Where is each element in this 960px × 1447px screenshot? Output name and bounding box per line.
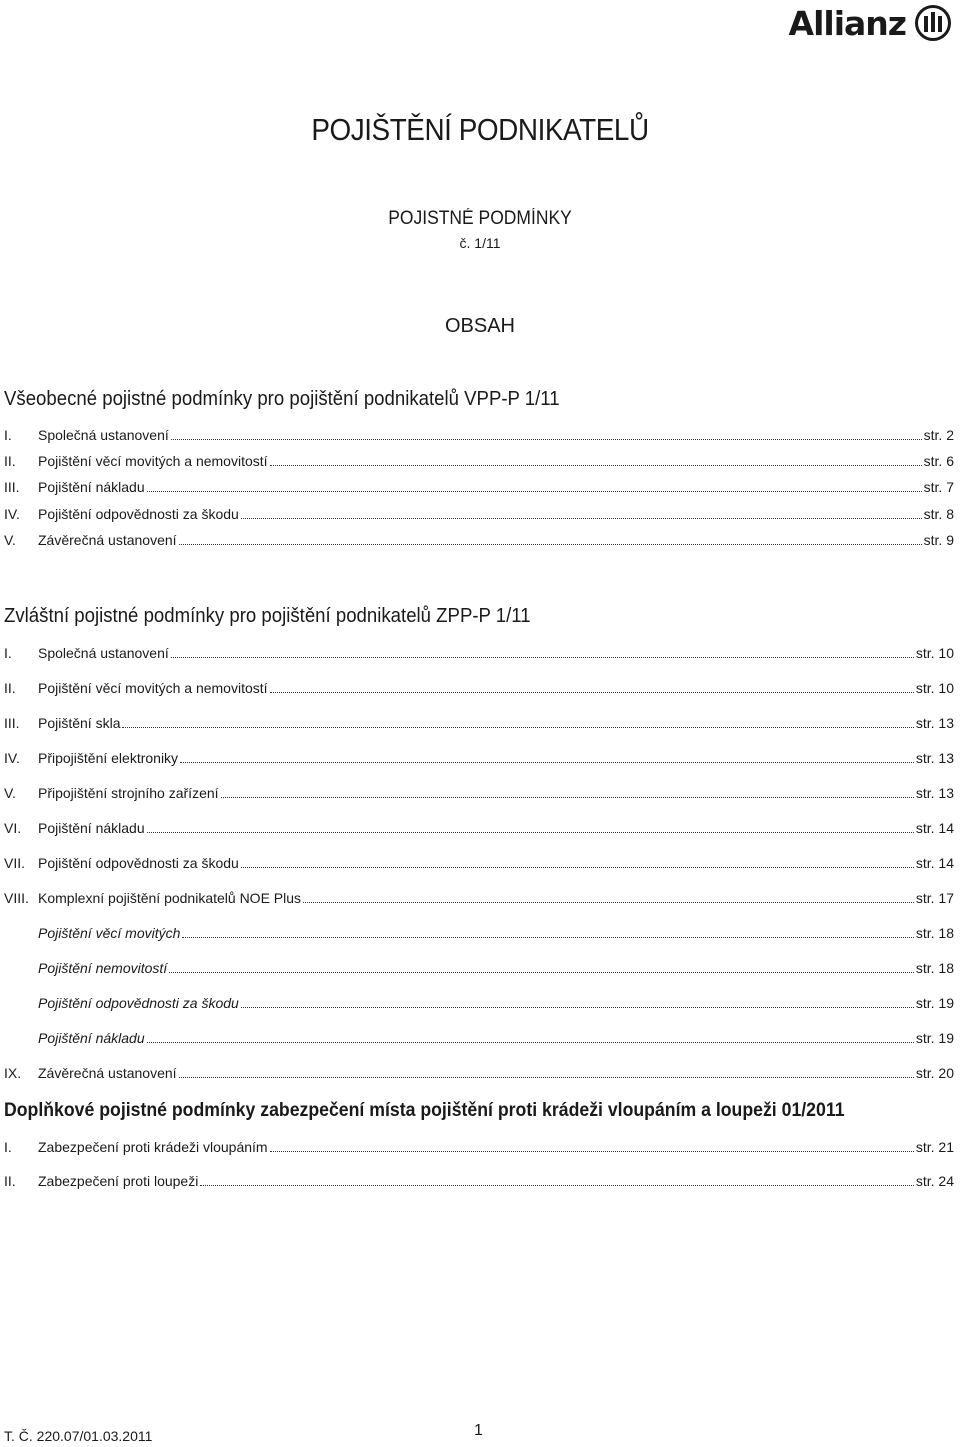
toc-entry-page: str. 2 (923, 427, 954, 443)
toc-dot-leader (241, 995, 914, 1008)
toc-dot-leader (180, 750, 914, 763)
toc-entry-number: IV. (4, 750, 20, 766)
toc-entry-line (38, 888, 954, 908)
toc-entry-number: I. (4, 1139, 12, 1155)
toc-entry-line (38, 713, 954, 733)
toc-entry[interactable] (4, 958, 954, 978)
toc-entry-page: str. 21 (915, 1139, 954, 1155)
toc-entry-number: V. (4, 785, 16, 801)
toc-entry-page: str. 18 (915, 960, 954, 976)
toc-entry[interactable] (4, 1028, 954, 1048)
toc-entry[interactable] (4, 1063, 954, 1083)
toc-entry-number: III. (4, 479, 20, 496)
toc-entry[interactable] (4, 748, 954, 768)
toc-entry-page: str. 14 (915, 820, 954, 836)
toc-entry-label: Pojištění věcí movitých (38, 925, 181, 941)
toc-entry-page: str. 10 (915, 645, 954, 661)
toc-entry[interactable] (4, 1137, 954, 1157)
toc-entry-number: V. (4, 531, 16, 548)
toc-entry[interactable] (4, 853, 954, 873)
toc-entry-label: Závěrečná ustanovení (38, 1065, 177, 1081)
toc-entry-line (38, 451, 954, 471)
toc-entry-label: Pojištění odpovědnosti za škodu (38, 995, 239, 1011)
section-title: Všeobecné pojistné podmínky pro pojištění podnikatelů VPP-P 1/11 (4, 388, 560, 410)
toc-entry-label: Závěrečná ustanovení (38, 531, 177, 548)
toc-entry-label: Pojištění nákladu (38, 820, 145, 836)
contents-heading: OBSAH (444, 315, 516, 337)
toc-entry[interactable] (4, 678, 954, 698)
toc-dot-leader (270, 680, 914, 693)
toc-entry-label: Zabezpečení proti loupeži (38, 1173, 199, 1189)
section-title: Zvláštní pojistné podmínky pro pojištění podnikatelů ZPP-P 1/11 (4, 605, 531, 627)
toc-entry-number: I. (4, 427, 12, 443)
toc-entry-number: I. (4, 645, 12, 661)
toc-entry-number: VI. (4, 820, 22, 836)
toc-entry[interactable] (4, 504, 954, 524)
toc-entry-number: IX. (4, 1065, 22, 1081)
toc-entry-number: VIII. (4, 890, 29, 906)
toc-dot-leader (171, 645, 914, 658)
toc-dot-leader (270, 453, 922, 466)
document-title: POJIŠTĚNÍ PODNIKATELŮ (311, 112, 649, 147)
toc-entry-line (38, 1137, 954, 1157)
toc-entry[interactable] (4, 530, 954, 550)
toc-entry[interactable] (4, 713, 954, 733)
toc-entry-line (38, 958, 954, 978)
toc-entry-number: II. (4, 1173, 16, 1189)
toc-entry-page: str. 9 (923, 531, 954, 548)
toc-entry[interactable] (4, 888, 954, 908)
toc-entry-label: Pojištění skla (38, 715, 121, 731)
toc-dot-leader (303, 890, 914, 903)
toc-entry-page: str. 13 (915, 785, 954, 801)
toc-entry-line (38, 1171, 954, 1191)
toc-entry[interactable] (4, 425, 954, 445)
brand-name: Allianz (788, 3, 906, 43)
toc-entry-line (38, 530, 954, 550)
toc-dot-leader (241, 506, 922, 519)
toc-dot-leader (147, 820, 914, 833)
toc-entry[interactable] (4, 923, 954, 943)
toc-entry-line (38, 818, 954, 838)
toc-dot-leader (169, 960, 914, 973)
toc-entry[interactable] (4, 643, 954, 663)
toc-dot-leader (171, 427, 922, 440)
toc-entry-line (38, 425, 954, 445)
toc-entry[interactable] (4, 783, 954, 803)
toc-entry-label: Společná ustanovení (38, 427, 169, 443)
toc-entry-line (38, 783, 954, 803)
footer-code: T. Č. 220.07/01.03.2011 (4, 1428, 153, 1444)
toc-entry-label: Společná ustanovení (38, 645, 169, 661)
toc-entry-number: IV. (4, 505, 20, 522)
toc-entry-label: Pojištění věcí movitých a nemovitostí (38, 453, 268, 470)
toc-dot-leader (270, 1139, 914, 1152)
toc-entry-page: str. 10 (915, 680, 954, 696)
toc-entry-label: Připojištění strojního zařízení (38, 785, 219, 801)
toc-entry-number: II. (4, 453, 16, 470)
toc-entry-number: VII. (4, 855, 26, 871)
document-subtitle: POJISTNÉ PODMÍNKY (388, 208, 572, 229)
toc-entry-label: Pojištění věcí movitých a nemovitostí (38, 680, 268, 696)
brand-logo (789, 2, 952, 44)
toc-entry-label: Pojištění odpovědnosti za škodu (38, 855, 239, 871)
toc-entry-page: str. 14 (915, 855, 954, 871)
toc-entry[interactable] (4, 818, 954, 838)
toc-entry-line (38, 923, 954, 943)
document-number: č. 1/11 (459, 235, 501, 251)
toc-dot-leader (221, 785, 914, 798)
toc-entry-line (38, 477, 954, 497)
toc-entry[interactable] (4, 477, 954, 497)
toc-entry-page: str. 13 (915, 750, 954, 766)
toc-entry-page: str. 18 (915, 925, 954, 941)
toc-entry-label: Pojištění nákladu (38, 479, 145, 496)
toc-entry-label: Pojištění odpovědnosti za škodu (38, 505, 239, 522)
footer-page-number: 1 (474, 1422, 483, 1439)
toc-entry-line (38, 678, 954, 698)
toc-entry-label: Pojištění nemovitostí (38, 960, 168, 976)
toc-entry-page: str. 24 (915, 1173, 954, 1189)
toc-entry-page: str. 17 (915, 890, 954, 906)
toc-entry-line (38, 748, 954, 768)
allianz-eagle-icon (914, 4, 952, 42)
toc-dot-leader (147, 1030, 914, 1043)
toc-entry-page: str. 6 (923, 453, 954, 470)
toc-entry-line (38, 643, 954, 663)
toc-entry[interactable] (4, 451, 954, 471)
toc-entry-line (38, 853, 954, 873)
toc-entry-page: str. 19 (915, 995, 954, 1011)
toc-entry-line (38, 993, 954, 1013)
toc-entry-number: II. (4, 680, 16, 696)
toc-entry-page: str. 8 (923, 505, 954, 522)
toc-entry-label: Komplexní pojištění podnikatelů NOE Plus (38, 890, 302, 906)
toc-entry-number: III. (4, 715, 20, 731)
toc-entry-page: str. 20 (915, 1065, 954, 1081)
toc-entry-label: Pojištění nákladu (38, 1030, 145, 1046)
toc-entry-label: Připojištění elektroniky (38, 750, 179, 766)
toc-entry-line (38, 1028, 954, 1048)
toc-dot-leader (200, 1173, 914, 1186)
toc-entry[interactable] (4, 1171, 954, 1191)
toc-dot-leader (122, 715, 913, 728)
toc-dot-leader (179, 1065, 914, 1078)
toc-entry-page: str. 13 (915, 715, 954, 731)
section-title: Doplňkové pojistné podmínky zabezpečení místa pojištění proti krádeži vloupáním a loupeži 01/2011 (4, 1100, 845, 1121)
toc-entry-line (38, 1063, 954, 1083)
toc-dot-leader (241, 855, 914, 868)
toc-entry[interactable] (4, 993, 954, 1013)
toc-entry-label: Zabezpečení proti krádeži vloupáním (38, 1139, 268, 1155)
toc-dot-leader (179, 532, 922, 545)
toc-entry-page: str. 7 (923, 479, 954, 496)
toc-entry-page: str. 19 (915, 1030, 954, 1046)
toc-dot-leader (147, 479, 922, 492)
toc-entry-line (38, 504, 954, 524)
toc-dot-leader (182, 925, 913, 938)
